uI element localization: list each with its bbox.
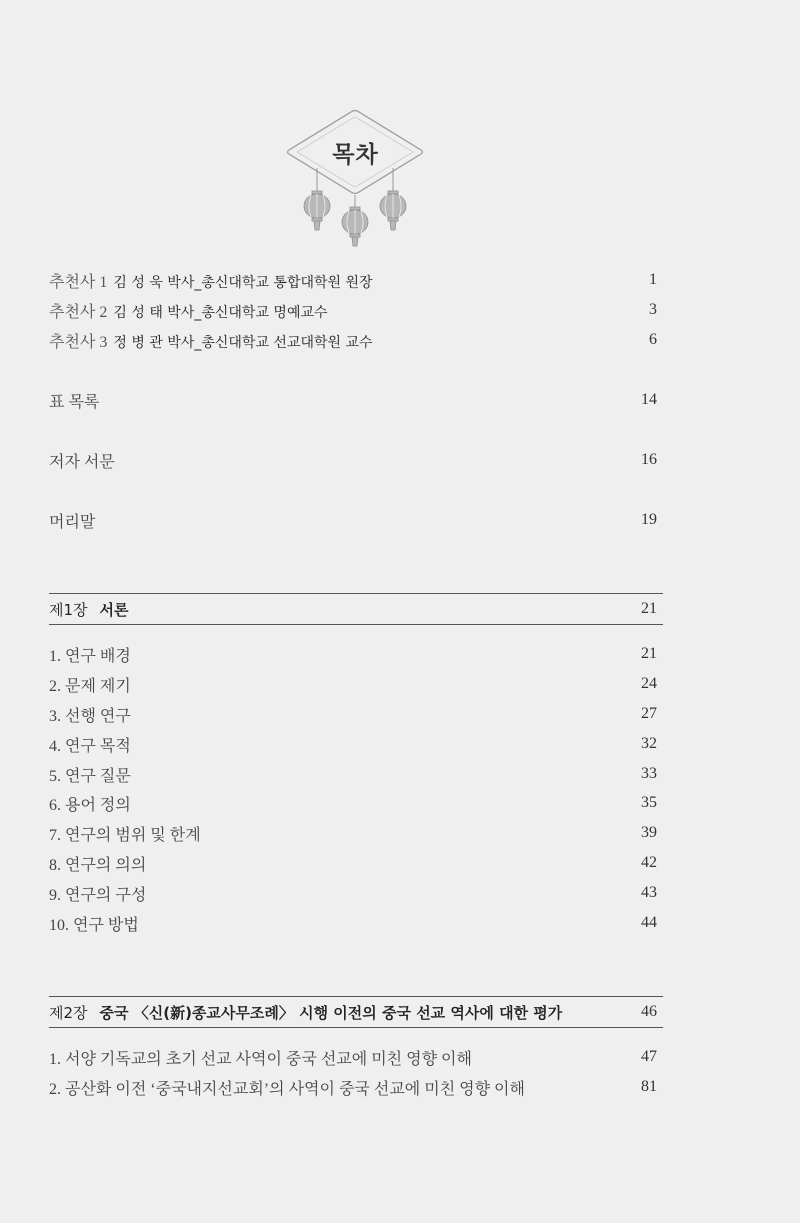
entry-page: 16 xyxy=(641,451,657,468)
entry-label: 2. 문제 제기 xyxy=(49,677,131,695)
entry-author: 김 성 태 박사_총신대학교 명예교수 xyxy=(113,304,328,321)
entry-page: 39 xyxy=(641,824,657,841)
toc-entry-1-1[interactable] xyxy=(49,642,657,666)
entry-page: 24 xyxy=(641,675,657,692)
entry-page: 44 xyxy=(641,914,657,931)
toc-entry-table-list[interactable] xyxy=(49,388,657,412)
entry-label: 추천사 2 xyxy=(49,303,108,321)
entry-page: 14 xyxy=(641,391,657,408)
toc-entry-1-6[interactable] xyxy=(49,791,657,815)
toc-entry-2-2[interactable] xyxy=(49,1075,657,1099)
toc-entry-recommendation-3[interactable] xyxy=(49,328,657,352)
entry-page: 32 xyxy=(641,735,657,752)
entry-page: 47 xyxy=(641,1048,657,1065)
entry-label: 7. 연구의 범위 및 한계 xyxy=(49,826,201,844)
toc-entry-foreword[interactable] xyxy=(49,508,657,532)
entry-label: 10. 연구 방법 xyxy=(49,916,139,934)
entry-label: 추천사 1 xyxy=(49,273,108,291)
entry-label: 2. 공산화 이전 ‘중국내지선교회’의 사역이 중국 선교에 미친 영향 이해 xyxy=(49,1080,525,1098)
entry-label: 1. 서양 기독교의 초기 선교 사역이 중국 선교에 미친 영향 이해 xyxy=(49,1050,472,1068)
entry-label: 추천사 3 xyxy=(49,333,108,351)
entry-author: 김 성 욱 박사_총신대학교 통합대학원 원장 xyxy=(113,274,373,291)
toc-entry-1-5[interactable] xyxy=(49,762,657,786)
toc-entry-1-2[interactable] xyxy=(49,672,657,696)
chapter-2-heading[interactable] xyxy=(49,996,663,1028)
entry-author: 정 병 관 박사_총신대학교 선교대학원 교수 xyxy=(113,334,373,351)
entry-page: 43 xyxy=(641,884,657,901)
entry-label: 머리말 xyxy=(49,513,96,531)
entry-page: 21 xyxy=(641,645,657,662)
toc-entry-recommendation-1[interactable] xyxy=(49,268,657,292)
chapter-1-heading[interactable] xyxy=(49,593,663,625)
chapter-number: 제2장 xyxy=(49,1003,88,1022)
toc-entry-1-10[interactable] xyxy=(49,911,657,935)
entry-label: 1. 연구 배경 xyxy=(49,647,131,665)
entry-label: 3. 선행 연구 xyxy=(49,707,131,725)
toc-entry-1-4[interactable] xyxy=(49,732,657,756)
entry-label: 8. 연구의 의의 xyxy=(49,856,147,874)
entry-page: 1 xyxy=(649,271,657,288)
toc-emblem xyxy=(283,100,428,250)
entry-page: 3 xyxy=(649,301,657,318)
chapter-title: 중국 〈신(新)종교사무조례〉 시행 이전의 중국 선교 역사에 대한 평가 xyxy=(99,1003,563,1022)
toc-entry-2-1[interactable] xyxy=(49,1045,657,1069)
lantern-ornament-icon xyxy=(283,100,428,250)
entry-label: 5. 연구 질문 xyxy=(49,767,131,785)
toc-entry-1-8[interactable] xyxy=(49,851,657,875)
toc-title: 목차 xyxy=(332,142,379,168)
chapter-title: 서론 xyxy=(99,600,129,619)
entry-page: 6 xyxy=(649,331,657,348)
entry-page: 19 xyxy=(641,511,657,528)
toc-entry-1-3[interactable] xyxy=(49,702,657,726)
chapter-number: 제1장 xyxy=(49,600,88,619)
entry-label: 저자 서문 xyxy=(49,453,115,471)
entry-page: 35 xyxy=(641,794,657,811)
entry-label: 6. 용어 정의 xyxy=(49,796,131,814)
toc-entry-recommendation-2[interactable] xyxy=(49,298,657,322)
chapter-page: 21 xyxy=(641,600,657,617)
entry-page: 27 xyxy=(641,705,657,722)
entry-label: 4. 연구 목적 xyxy=(49,737,131,755)
entry-label: 표 목록 xyxy=(49,393,100,411)
entry-page: 33 xyxy=(641,765,657,782)
chapter-page: 46 xyxy=(641,1003,657,1020)
toc-entry-1-7[interactable] xyxy=(49,821,657,845)
entry-page: 81 xyxy=(641,1078,657,1095)
entry-page: 42 xyxy=(641,854,657,871)
entry-label: 9. 연구의 구성 xyxy=(49,886,147,904)
toc-entry-author-preface[interactable] xyxy=(49,448,657,472)
toc-entry-1-9[interactable] xyxy=(49,881,657,905)
